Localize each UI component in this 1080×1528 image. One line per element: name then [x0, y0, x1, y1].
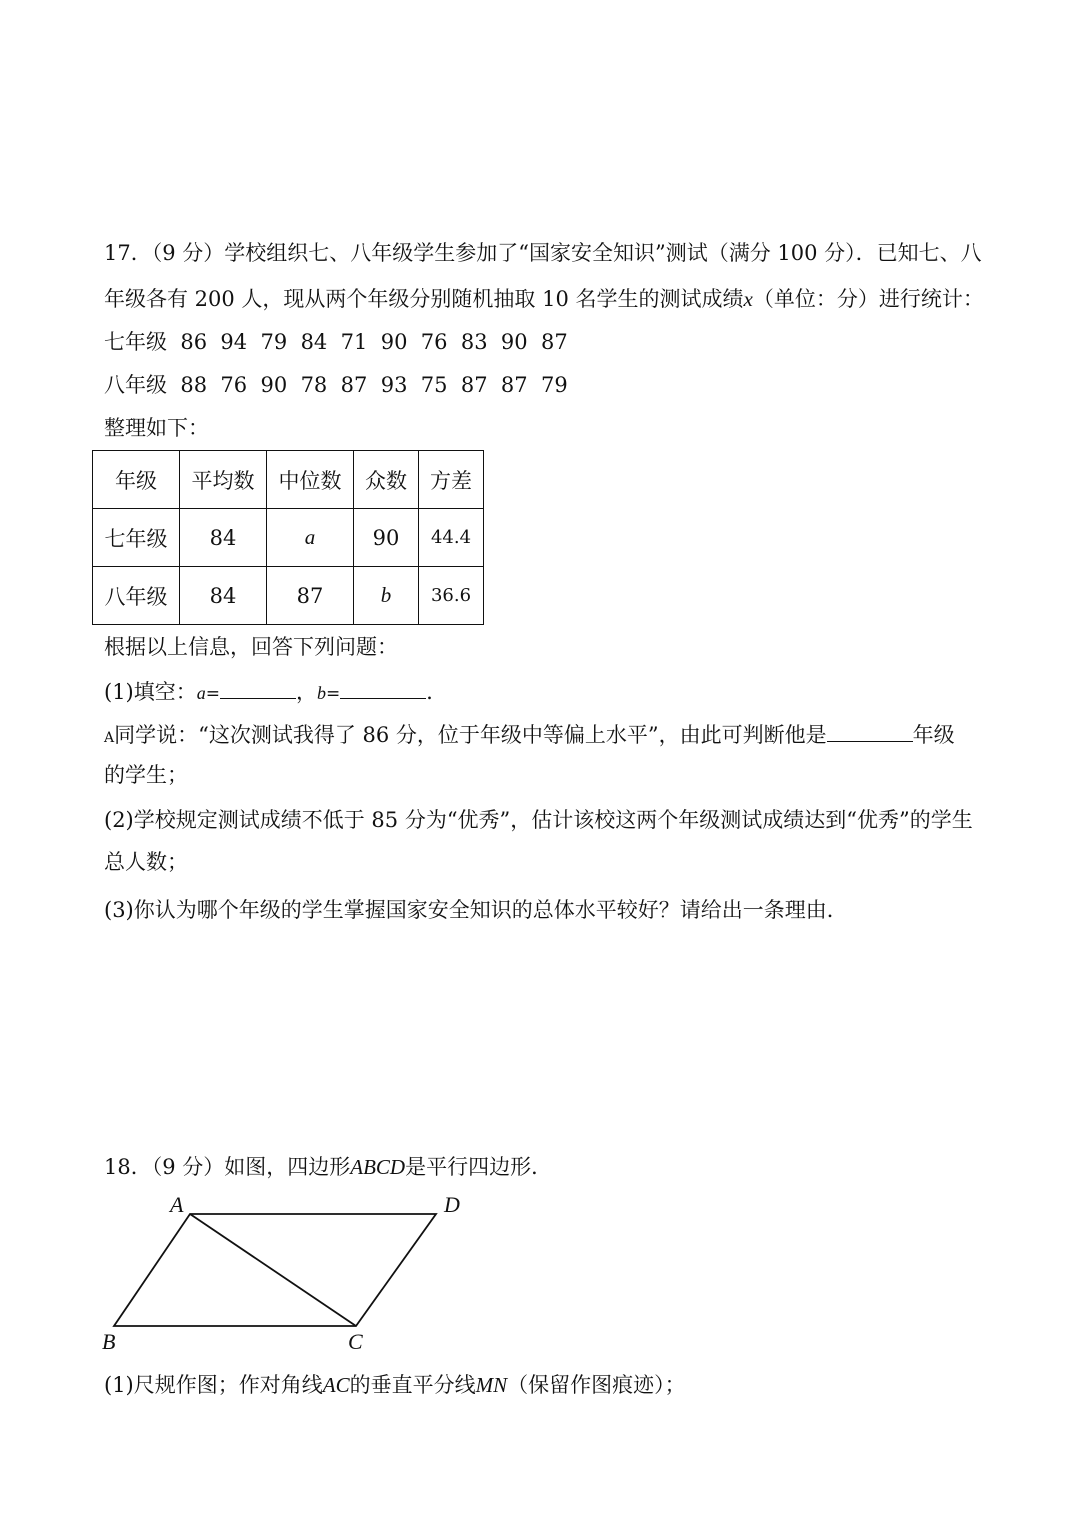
table-header: 平均数 [180, 451, 267, 509]
student-a-text: 同学说：“这次测试我得了 86 分，位于年级中等偏上水平”，由此可判断他是 [114, 723, 827, 747]
q18-p1-a: (1)尺规作图；作对角线 [104, 1373, 323, 1397]
q17-line-1: 17．（9 分）学校组织七、八年级学生参加了“国家安全知识”测试（满分 100 分）．已知七、八 [104, 241, 982, 265]
var-mn: MN [475, 1373, 508, 1397]
q18-p1-c: （保留作图痕迹）； [507, 1373, 686, 1397]
var-abcd: ABCD [350, 1155, 406, 1179]
table-cell: b [354, 567, 419, 625]
period: ． [426, 680, 448, 704]
table-header: 中位数 [267, 451, 354, 509]
vertex-label-b: B [102, 1329, 116, 1354]
var-x: x [743, 287, 753, 311]
q17-part-3: (3)你认为哪个年级的学生掌握国家安全知识的总体水平较好？请给出一条理由． [104, 898, 848, 922]
table-row [93, 509, 484, 567]
student-a-line-2: 的学生； [104, 763, 188, 787]
blank-b[interactable] [340, 676, 426, 699]
equals-sign: = [205, 684, 220, 704]
student-a-label: A [104, 730, 115, 746]
var-ac: AC [322, 1373, 350, 1397]
table-cell: 87 [267, 567, 354, 625]
table-header: 众数 [354, 451, 419, 509]
q17-student-a-line [104, 719, 955, 753]
q18-part-1 [104, 1370, 686, 1400]
diagonal-ac [190, 1214, 356, 1326]
prompt-text: 根据以上信息，回答下列问题： [104, 635, 398, 659]
parallelogram-figure [96, 1188, 476, 1358]
table-row [93, 567, 484, 625]
var-a: a [196, 683, 206, 703]
var-b: b [317, 683, 326, 703]
q17-part-1 [104, 676, 447, 709]
parallelogram-outline [114, 1214, 436, 1326]
comma: ， [296, 680, 317, 704]
part1-label: (1)填空： [104, 680, 197, 704]
organize-label: 整理如下： [104, 416, 209, 440]
table-header: 年级 [93, 451, 180, 509]
q17-line-2-a: 年级各有 200 人，现从两个年级分别随机抽取 10 名学生的测试成绩 [104, 287, 744, 311]
table-cell: 八年级 [93, 567, 180, 625]
q18-p1-b: 的垂直平分线 [349, 1373, 476, 1397]
table-cell: a [267, 509, 354, 567]
equals-sign: = [326, 684, 341, 704]
table-cell: 36.6 [419, 567, 484, 625]
table-header: 方差 [419, 451, 484, 509]
table-cell: 84 [180, 509, 267, 567]
vertex-label-d: D [444, 1192, 460, 1217]
table-cell: 七年级 [93, 509, 180, 567]
q18-intro [104, 1152, 552, 1182]
q18-intro-b: 是平行四边形． [405, 1155, 553, 1179]
vertex-label-a: A [170, 1192, 184, 1217]
table-cell: 90 [354, 509, 419, 567]
table-cell: 84 [180, 567, 267, 625]
blank-grade[interactable] [827, 719, 913, 742]
q17-line-2-b: （单位：分）进行统计： [752, 287, 984, 311]
table-header-row [93, 451, 484, 509]
q17-line-2 [104, 284, 984, 314]
vertex-label-c: C [348, 1329, 363, 1354]
table-cell: 44.4 [419, 509, 484, 567]
stats-table [92, 450, 484, 625]
student-a-suffix: 年级 [912, 723, 955, 747]
q17-part-2-line-2: 总人数； [104, 850, 188, 874]
q18-intro-a: 18．（9 分）如图，四边形 [104, 1155, 351, 1179]
grade7-scores: 七年级 86 94 79 84 71 90 76 83 90 87 [104, 330, 568, 354]
q17-part-2-line-1: (2)学校规定测试成绩不低于 85 分为“优秀”，估计该校这两个年级测试成绩达到“优秀”的学生 [104, 808, 973, 832]
blank-a[interactable] [220, 676, 296, 699]
grade8-scores: 八年级 88 76 90 78 87 93 75 87 87 79 [104, 373, 568, 397]
